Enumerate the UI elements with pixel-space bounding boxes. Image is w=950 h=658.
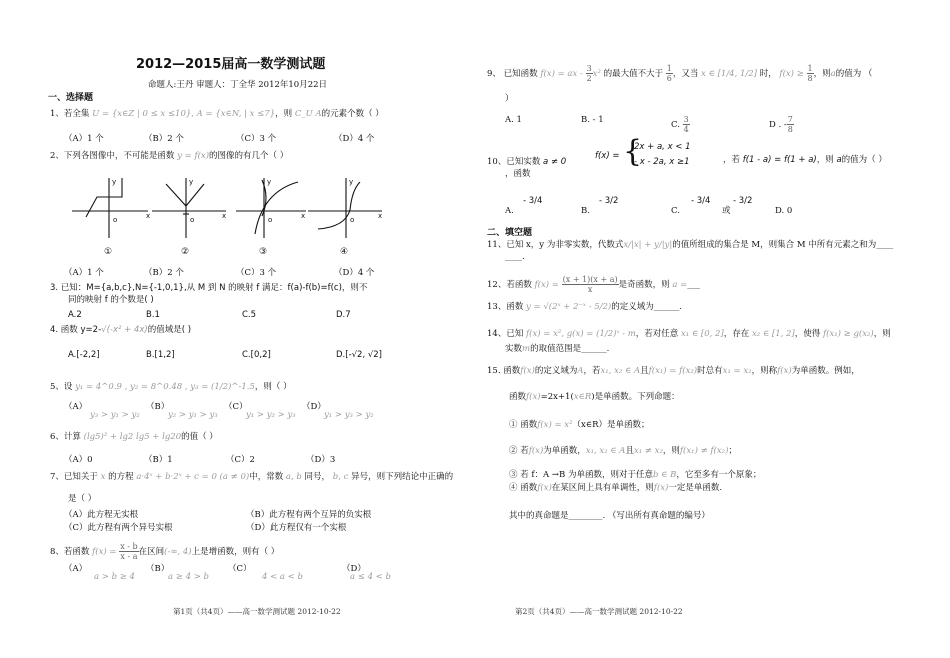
q4-expr: √(-x² + 4x) (101, 325, 148, 335)
q13-tail: 的定义域为 (611, 302, 654, 312)
q14-line2 (505, 344, 609, 355)
q13-stem (487, 302, 682, 313)
q5-option-c: （C） (224, 402, 248, 412)
q10-option-c: C. (671, 206, 680, 216)
q5-option-d-expr: y₁ > y₃ > y₂ (324, 410, 374, 420)
q15-item4c: 一定是单函数. (668, 483, 723, 493)
q15-line1f: ，则称 (751, 366, 778, 376)
graph3-y-label: y (267, 178, 272, 186)
q15-line1c: ，若 (583, 366, 601, 376)
q2-expr: y = f(x) (177, 151, 210, 161)
q15-item2-expr3: x₁ ≠ x₂ (633, 446, 663, 456)
q9-mid4: ，则 (813, 69, 831, 79)
q9-mid3: 时， (759, 69, 777, 79)
q15-expr-eq2: x₁ = x₂ (722, 366, 752, 376)
authors-line: 命题人:王丹 审题人：丁全华 2012年10月22日 (148, 80, 328, 90)
q15-item4-expr2: f(x) (653, 483, 669, 493)
q10-option-b: B. (581, 206, 590, 216)
q5-stem-text: 5、设 (50, 382, 73, 392)
q8-option-c-expr: 4 < a < b (262, 572, 303, 582)
graph2-y-label: y (189, 178, 194, 186)
graph2-curve (166, 184, 204, 206)
q8-expr-f: f(x) = (92, 547, 117, 557)
q14-expr3: x₂ ∈ [1, 2] (751, 329, 795, 339)
q4-stem-text: 4. 函数 y=2- (50, 325, 102, 335)
q4-option-b: B.[1,2] (146, 350, 175, 360)
q3-option-b: B.1 (146, 310, 160, 320)
q15-line1b: 的定义域为 (534, 366, 578, 376)
q12-stem (487, 275, 700, 294)
q7-expr-bc: b, c (332, 472, 349, 482)
q7-expr-x: x (100, 472, 106, 482)
q5-tail: ，则（ ） (254, 382, 292, 392)
q9-frac3-num: 1 (807, 64, 813, 73)
q15-item2-expr2: x₁, x₂ ∈ A (585, 446, 626, 456)
q11-line1 (487, 240, 893, 251)
q7-option-b: （B）此方程有两个互异的负实根 (246, 510, 372, 520)
q15-expr-f2: f(x) (777, 366, 792, 376)
q14-expr1: f(x) = x², g(x) = (1/2)ˣ - m (526, 329, 636, 339)
q15-item2d: ，则 (662, 446, 680, 456)
q6-expr: (lg5)² + lg2 lg5 + lg20 (83, 432, 182, 442)
q1-stem (50, 109, 384, 120)
q11-line1b: 的值所组成的集合是 M，则集合 M 中所有元素之和为____ (672, 240, 894, 250)
q9-frac3 (807, 64, 814, 83)
q15-item3 (509, 470, 761, 481)
q6-option-b: （B）1 (144, 455, 173, 465)
q10-tail2: 的值为（ ） (841, 155, 887, 165)
graph3-origin: o (268, 216, 273, 224)
graph1-y-label: y (112, 178, 117, 186)
q9-optd-den: 8 (787, 125, 793, 134)
q9-option-c (671, 115, 690, 134)
q10-option-c-expr1: - 3/4 (691, 196, 711, 206)
q1-mid: ，则 (275, 109, 293, 119)
q4-option-c: C.[0,2] (242, 350, 271, 360)
q1-option-b: （B）2 个 (144, 134, 184, 144)
q7-option-c: （C）此方程有两个异号实根 (64, 523, 173, 533)
q15-item4a: ④ 函数 (509, 483, 538, 493)
q14-expr2: x₁ ∈ [0, 2] (681, 329, 724, 339)
q15-item2-expr1: f(x) (528, 446, 544, 456)
q6-option-d: （D）3 (306, 455, 336, 465)
q14-expr4: f(x₁) ≥ g(x₂) (822, 329, 874, 339)
q15-item2-expr4: f(x₁) ≠ f(x₂) (679, 446, 729, 456)
q14-line1 (487, 329, 891, 340)
graph2-origin: o (190, 216, 195, 224)
q7-mid4: 异号，则下列结论中正确的 (351, 472, 454, 482)
graph4-x-label: x (378, 212, 383, 220)
q9-frac3-den: 8 (807, 74, 813, 83)
q5-option-b: （B） (146, 402, 170, 412)
q10-expr-cond: f(1 - a) = f(1 + a) (742, 155, 817, 165)
q14-mid3: ，使得 (794, 329, 821, 339)
q5-option-a: （A） (64, 402, 88, 412)
q10-option-d: D. 0 (775, 206, 793, 216)
q15-expr-A: A (577, 366, 584, 376)
q10-option-b-expr: - 3/2 (599, 196, 619, 206)
q9-option-c-label: C. (671, 120, 680, 130)
q10-option-a-expr: - 3/4 (523, 196, 543, 206)
q15-expr-x: x₁, x₂ ∈ A (600, 366, 641, 376)
q15-answer-line: 其中的真命题是________. （写出所有真命题的编号） (509, 511, 710, 521)
q13-blank: ______. (653, 302, 682, 312)
q15-item2e: ； (728, 446, 737, 456)
q15-expr-eq: f(x₁) = f(x₂) (648, 366, 698, 376)
graph1-origin: o (113, 216, 118, 224)
q10-expr-a2: a (836, 155, 842, 165)
q7-expr-eq: a·4ˣ + b·2ˣ + c = 0 (a ≠ 0) (136, 472, 250, 482)
q5-option-d: （D） (302, 402, 326, 412)
q14-line2b: 的取值范围是 (530, 344, 582, 354)
q3-line2: 同的映射 f 的个数是( ) (68, 295, 154, 305)
q2-option-c: （C）3 个 (236, 268, 277, 278)
left-footer: 第1页（共4页）——高一数学测试题 2012-10-22 (173, 607, 341, 616)
q4-tail: 的值域是( ) (147, 325, 192, 335)
graph3-curve (255, 182, 298, 234)
right-page (475, 0, 950, 658)
q7-stem (50, 472, 453, 483)
q10-tail: ，则 (816, 155, 834, 165)
page-title: 2012—2015届高一数学测试题 (136, 57, 326, 72)
q9-stem (487, 64, 872, 83)
q7-line2: 是（ ） (68, 494, 97, 504)
q7-option-d: （D）此方程仅有一个实根 (246, 523, 347, 533)
q15-item4-expr: f(x) (537, 483, 552, 493)
q6-tail: 的值（ ） (181, 432, 218, 442)
q14-mid1: ，若对任意 (635, 329, 679, 339)
q7-stem-text: 7、已知关于 (50, 472, 98, 482)
graph1-number: ① (104, 247, 113, 257)
q6-option-c: （C）2 (226, 455, 255, 465)
q15-item3-expr: b ∈ B (652, 470, 677, 480)
q9-frac2-den: 6 (666, 74, 672, 83)
q4-option-d: D.[-√2, √2] (336, 350, 382, 360)
q2-option-d: （D）4 个 (334, 268, 375, 278)
q15-expr-f3: f(x) (526, 392, 541, 402)
q10-option-c-expr2: - 3/2 (733, 196, 753, 206)
q12-frac-den: x (587, 285, 593, 294)
graph4-number: ④ (340, 247, 349, 257)
graph4-y-label: y (349, 178, 354, 186)
q9-option-d-label: D . - (769, 120, 787, 130)
q14-mid2: ，存在 (723, 329, 750, 339)
q12-expr-a: a = (672, 280, 688, 290)
q8-expr-int: (-∞, 4) (164, 547, 192, 557)
q15-item3a: ③ 若 f：A →B 为单函数，则对于任意 (509, 470, 653, 480)
q15-item4b: 在某区间上具有单调性，则 (551, 483, 654, 493)
q8-option-c: （C） (228, 564, 252, 574)
q10-mid2: ，若 (723, 155, 741, 165)
q12-expr-f: f(x) = (534, 280, 559, 290)
q9-expr-f: f(x) = ax - (540, 69, 583, 79)
q5-option-c-expr: y₁ > y₂ > y₃ (246, 410, 296, 420)
q8-frac-num: x - b (120, 542, 138, 551)
q15-line1d: 且 (640, 366, 649, 376)
q8-option-b: （B） (146, 564, 170, 574)
q9-option-c-frac (683, 115, 690, 134)
q15-line2 (509, 392, 680, 403)
q2-tail: 的图像的有几个（ ） (209, 151, 289, 161)
q12-blank: ___ (687, 280, 700, 290)
q9-option-d (769, 115, 794, 134)
q15-line1 (487, 366, 860, 377)
q15-line1a: 15. 函数 (487, 366, 521, 376)
q9-frac1-den: 2 (586, 74, 592, 83)
q15-item2b: 为单函数， (543, 446, 586, 456)
q9-expr-x2: x² (592, 69, 601, 79)
q9-frac2-num: 1 (666, 64, 672, 73)
q15-line1e: 时总有 (697, 366, 723, 376)
q9-option-d-frac (787, 115, 794, 134)
graph3-x-label: x (301, 212, 306, 220)
q2-option-b: （B）2 个 (144, 268, 184, 278)
q15-item1 (509, 420, 650, 431)
q15-line2c: )是单函数。下列命题： (591, 392, 680, 402)
q15-item2c: 且 (625, 446, 634, 456)
graph2-number: ② (181, 247, 190, 257)
q1-stem-text: 1、若全集 (50, 109, 90, 119)
q5-stem (50, 382, 292, 393)
q9-frac1-num: 3 (586, 64, 592, 73)
q12-stem-text: 12、若函数 (487, 280, 532, 290)
q10-mid1: ，函数 (505, 169, 531, 179)
q1-option-c: （C）3 个 (236, 134, 277, 144)
q2-option-a: （A）1 个 (64, 268, 104, 278)
q8-fraction (119, 542, 138, 561)
q10-option-c-or: 或 (722, 206, 731, 216)
q10-case2: - x - 2a, x ≥1 (634, 157, 690, 167)
q14-line2a: 实数 (505, 344, 523, 354)
q7-expr-ab: a, b (285, 472, 302, 482)
q15-expr-f: f(x) (520, 366, 535, 376)
q9-option-a: A. 1 (505, 115, 522, 125)
q12-fraction (562, 275, 619, 294)
q9-mid1: 的最大值不大于 (603, 69, 664, 79)
q8-stem-text: 8、若函数 (50, 547, 90, 557)
q10-case1: 2x + a, x < 1 (634, 142, 691, 152)
q11-expr: x/|x| + y/|y| (623, 240, 673, 250)
section-fill: 二、填空题 (487, 228, 533, 238)
q10-stem-a (487, 157, 566, 168)
q8-stem (50, 542, 279, 561)
q5-option-a-expr: y₃ > y₁ > y₂ (90, 410, 140, 420)
q7-mid3: 同号， (304, 472, 331, 482)
q11-line2: ____. (505, 252, 525, 262)
q8-option-a: （A） (64, 564, 88, 574)
q3-option-c: C.5 (242, 310, 257, 320)
q8-option-a-expr: a > b ≥ 4 (94, 572, 135, 582)
q2-stem-text: 2、下列各图像中，不可能是函数 (50, 151, 175, 161)
q8-frac-den: x - a (120, 552, 138, 561)
q13-stem-text: 13、函数 (487, 302, 524, 312)
q2-stem (50, 151, 288, 162)
q1-expr1: U = {x∈Z | 0 ≤ x ≤10}, A = {x∈N, | x ≤7} (92, 109, 276, 119)
q5-option-b-expr: y₂ > y₁ > y₃ (168, 410, 218, 420)
q3-option-d: D.7 (336, 310, 351, 320)
q7-mid1: 的方程 (108, 472, 134, 482)
graph1-x-label: x (146, 212, 151, 220)
q10-condition (723, 155, 887, 166)
q15-item2a: ② 若 (509, 446, 529, 456)
graph2-x-label: x (222, 212, 227, 220)
section-choice: 一、选择题 (48, 93, 94, 103)
q9-line2: ） (505, 94, 514, 104)
q1-option-d: （D）4 个 (334, 134, 375, 144)
q10-expr-f: f(x) = (595, 151, 620, 161)
q9-option-b: B. - 1 (581, 115, 604, 125)
q9-frac2 (666, 64, 673, 83)
q14-stem-text: 14、已知 (487, 329, 524, 339)
q15-item1a: ① 函数 (509, 420, 538, 430)
q13-expr: y = √(2ˣ + 2⁻ˣ - 5/2) (526, 302, 612, 312)
right-footer: 第2页（共4页）——高一数学测试题 2012-10-22 (515, 607, 683, 616)
q10-expr-a: a ≠ 0 (543, 157, 567, 167)
q2-graphs (0, 170, 475, 260)
graph3-number: ③ (259, 247, 268, 257)
q4-option-a: A.[-2,2] (68, 350, 100, 360)
q12-frac-num: (x + 1)(x + a) (562, 275, 618, 284)
q15-expr-r: x∈R (573, 392, 592, 402)
q8-option-d: （D） (342, 564, 366, 574)
q9-expr-a: a (830, 69, 836, 79)
q3-line1: 3. 已知：M={a,b,c},N={-1,0,1},从 M 到 N 的映射 f 满足：f(a)-f(b)=f(c)，则不 (50, 283, 368, 293)
q9-optd-num: 7 (787, 115, 793, 124)
q1-option-a: （A）1 个 (64, 134, 104, 144)
q9-stem-text: 9、 已知函数 (487, 69, 538, 79)
q10-brace: { (623, 134, 643, 169)
q7-mid2: 中，常数 (249, 472, 284, 482)
q9-expr-int: x ∈ [1/4, 1/2] (701, 69, 757, 79)
q15-item2 (509, 446, 737, 457)
q6-stem-text: 6、计算 (50, 432, 81, 442)
q15-item1b: （x∈R）是单函数； (572, 420, 650, 430)
q4-stem (50, 325, 191, 336)
q1-expr2: C_U A (294, 109, 322, 119)
q9-frac1 (586, 64, 593, 83)
q14-tail: ，则 (873, 329, 891, 339)
q14-expr-m: m (522, 344, 531, 354)
q8-option-b-expr: a ≥ 4 > b (168, 572, 209, 582)
graph4-origin: o (350, 216, 355, 224)
q15-item4 (509, 483, 722, 494)
q9-mid2: ，又当 (672, 69, 699, 79)
q15-item3b: ，它至多有一个原象； (676, 470, 762, 480)
q6-option-a: （A）0 (64, 455, 93, 465)
q8-mid: 在区间 (138, 547, 165, 557)
q9-tail: 的值为 （ (835, 69, 873, 79)
q10-stem-text: 10、已知实数 (487, 157, 541, 167)
q6-stem (50, 432, 218, 443)
q7-option-a: （A）此方程无实根 (64, 510, 139, 520)
q10-option-a: A. (505, 206, 514, 216)
q15-line2b: =2x+1( (540, 392, 574, 402)
q8-tail: 上是增函数，则有（ ） (191, 547, 280, 557)
q5-expr: y₁ = 4^0.9 , y₂ = 8^0.48 , y₃ = (1/2)^-1.5 (75, 382, 255, 392)
q12-mid: 是奇函数，则 (618, 280, 670, 290)
q15-item1-expr: f(x) = x² (537, 420, 573, 430)
q9-expr-ineq: f(x) ≥ (779, 69, 804, 79)
q8-option-d-expr: a ≤ 4 < b (350, 572, 391, 582)
q11-line1a: 11、已知 x，y 为非零实数，代数式 (487, 240, 624, 250)
q9-optc-den: 4 (683, 125, 689, 134)
q1-tail: 的元素个数（ ） (321, 109, 384, 119)
q15-line1g: 为单函数。例如， (791, 366, 860, 376)
q15-line2a: 函数 (509, 392, 527, 402)
q3-option-a: A.2 (68, 310, 82, 320)
q14-blank: ______. (581, 344, 610, 354)
q9-optc-num: 3 (683, 115, 689, 124)
